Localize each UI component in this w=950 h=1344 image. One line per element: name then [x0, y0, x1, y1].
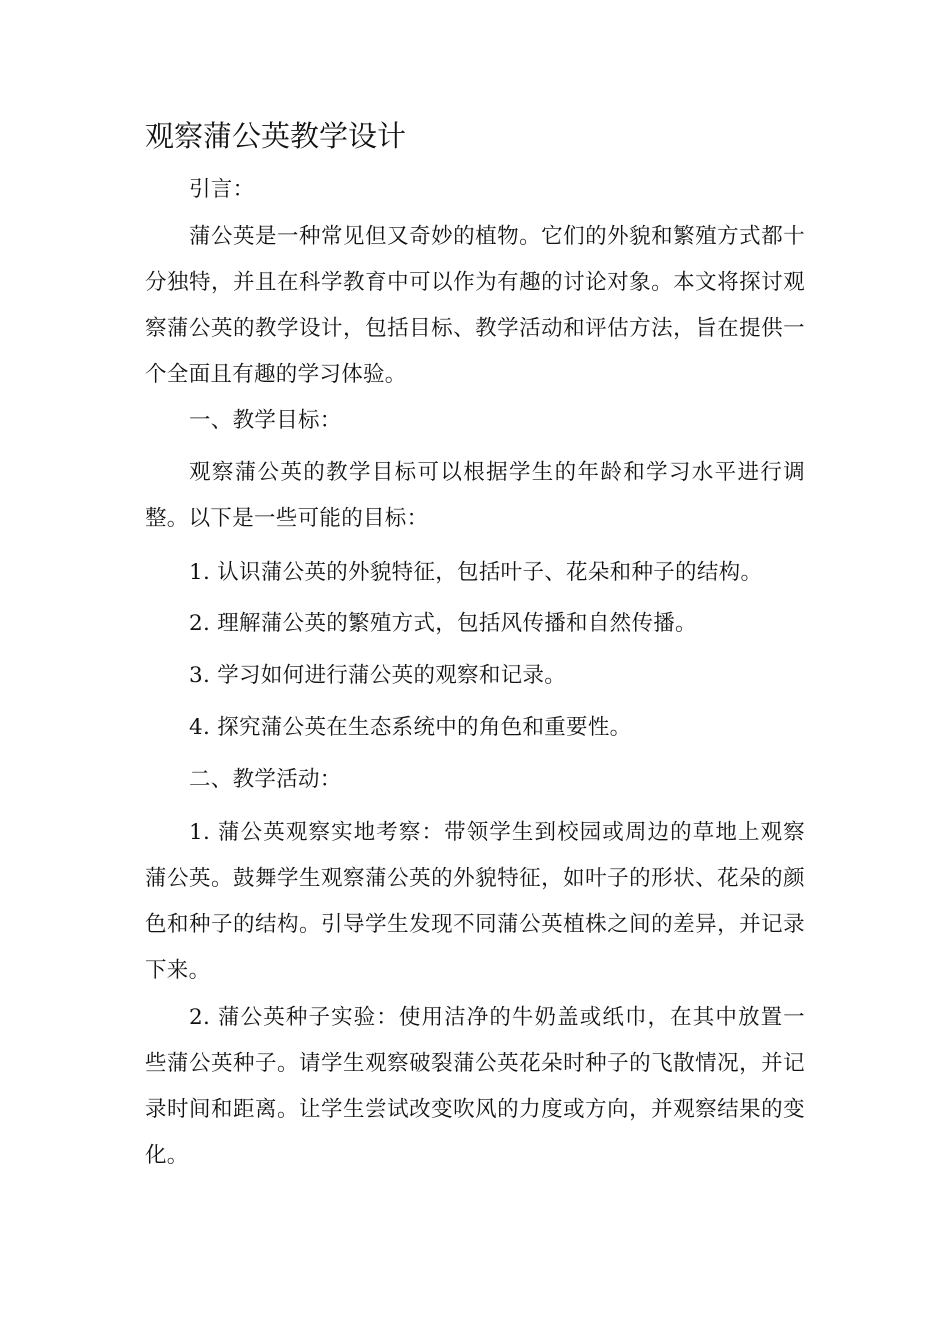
goal-item: 1. 认识蒲公英的外貌特征，包括叶子、花朵和种子的结构。	[189, 560, 763, 585]
intro-heading: 引言：	[189, 177, 255, 202]
goal-item: 2. 理解蒲公英的繁殖方式，包括风传播和自然传播。	[189, 611, 697, 636]
intro-paragraph: 蒲公英是一种常见但又奇妙的植物。它们的外貌和繁殖方式都十分独特，并且在科学教育中可以作为有趣的讨论对象。本文将探讨观察蒲公英的教学设计，包括目标、教学活动和评估方法，旨在提供一个全面且有趣的学习体验。	[145, 224, 805, 387]
section1-heading: 一、教学目标：	[189, 408, 342, 433]
document-title: 观察蒲公英教学设计	[145, 119, 407, 153]
activity-item: 1. 蒲公英观察实地考察：带领学生到校园或周边的草地上观察蒲公英。鼓舞学生观察蒲公英的外貌特征，如叶子的形状、花朵的颜色和种子的结构。引导学生发现不同蒲公英植株之间的差异，并记录下来。	[145, 820, 805, 983]
goal-item: 4. 探究蒲公英在生态系统中的角色和重要性。	[189, 715, 632, 740]
goal-item: 3. 学习如何进行蒲公英的观察和记录。	[189, 663, 567, 688]
section2-heading: 二、教学活动：	[189, 767, 342, 792]
section1-intro: 观察蒲公英的教学目标可以根据学生的年龄和学习水平进行调整。以下是一些可能的目标：	[145, 460, 805, 531]
activity-item: 2. 蒲公英种子实验：使用洁净的牛奶盖或纸巾，在其中放置一些蒲公英种子。请学生观察破裂蒲公英花朵时种子的飞散情况，并记录时间和距离。让学生尝试改变吹风的力度或方向，并观察结果的变化。	[145, 1005, 805, 1168]
